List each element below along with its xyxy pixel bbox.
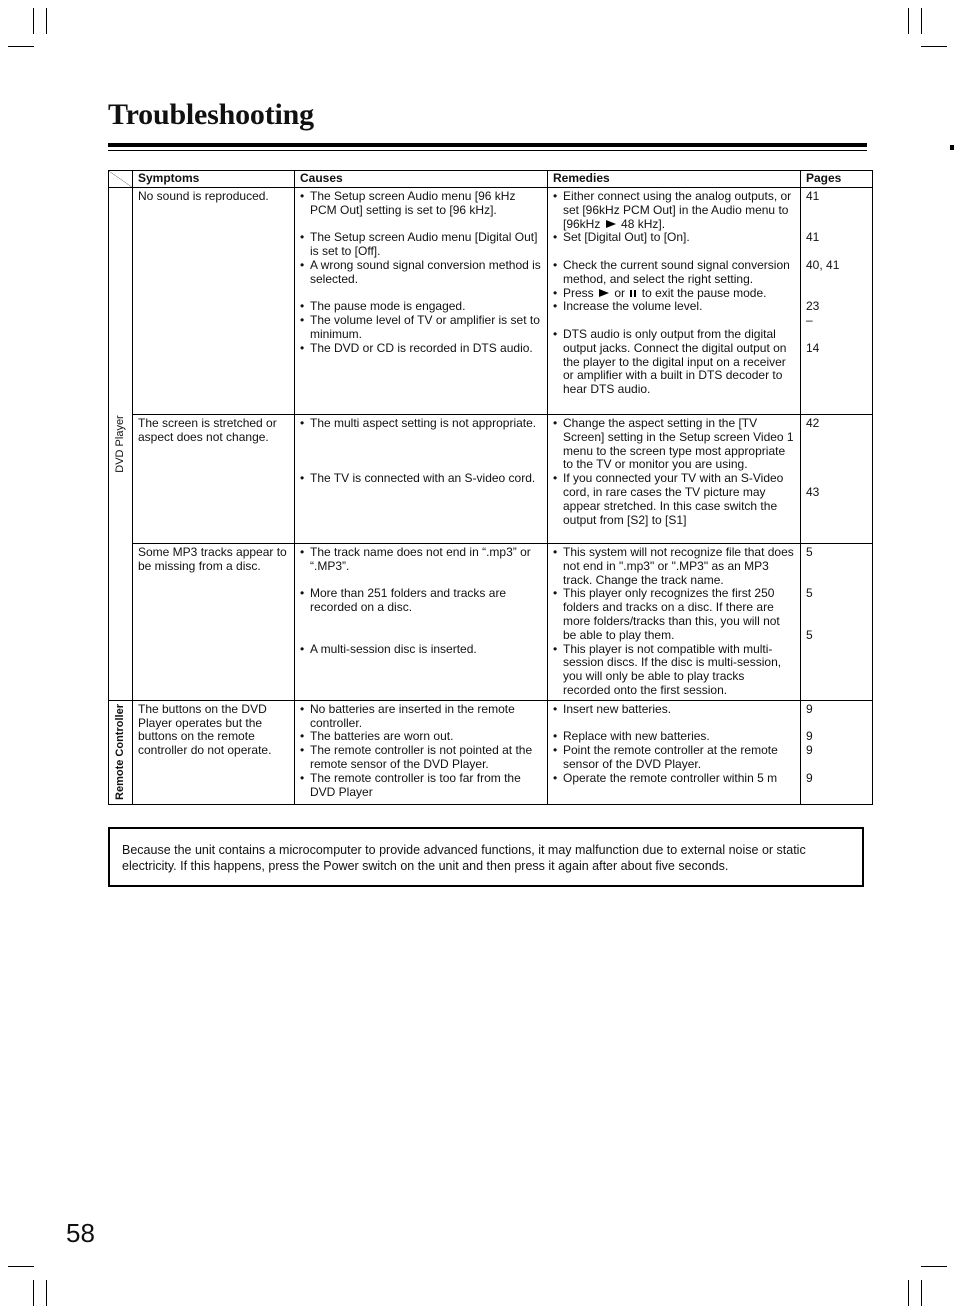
- group-remote-controller: [109, 700, 133, 804]
- remedies-cell: [548, 188, 801, 415]
- remedies-cell: [548, 700, 801, 804]
- page-ref: 23: [806, 299, 820, 314]
- table-row: [109, 188, 873, 415]
- cause-item: • The volume level of TV or amplifier is set to minimum.: [300, 314, 542, 342]
- remedy-item: • Replace with new batteries.: [553, 730, 795, 744]
- crop-mark: [908, 8, 909, 34]
- crop-mark: [921, 1266, 947, 1267]
- edge-mark: [950, 145, 954, 150]
- cause-item: • The TV is connected with an S-video cord.: [300, 472, 542, 486]
- cause-item: • A multi-session disc is inserted.: [300, 643, 542, 657]
- page-ref: 9: [806, 743, 813, 758]
- header-corner: [109, 171, 133, 188]
- cause-item: • The pause mode is engaged.: [300, 300, 542, 314]
- remedy-item: • This player only recognizes the first 250 folders and tracks on a disc. If there are more folders/tracks than this, you will not be able to play them.: [553, 587, 795, 642]
- remedy-item: • Point the remote controller at the remote sensor of the DVD Player.: [553, 744, 795, 772]
- causes-cell: [295, 544, 548, 701]
- pages-cell: [801, 415, 873, 544]
- header-remedies: Remedies: [548, 171, 801, 188]
- crop-mark: [46, 1280, 47, 1306]
- table-header-row: [109, 171, 873, 188]
- play-triangle-icon: [606, 220, 616, 228]
- page-ref: 9: [806, 701, 813, 716]
- troubleshooting-table: [108, 170, 873, 805]
- remedy-item: • This system will not recognize file that does not end in ".mp3" or ".MP3" as an MP3 track. Change the track name.: [553, 546, 795, 587]
- cause-item: • The batteries are worn out.: [300, 730, 542, 744]
- remedy-item: • Operate the remote controller within 5 m: [553, 772, 795, 786]
- pages-cell: [801, 544, 873, 701]
- page-ref: 9: [806, 770, 813, 785]
- crop-mark: [33, 8, 34, 34]
- page-ref: 5: [806, 545, 813, 559]
- pages-cell: [801, 188, 873, 415]
- cause-item: • The remote controller is too far from the DVD Player: [300, 772, 542, 800]
- page-ref: 5: [806, 586, 813, 601]
- remedy-item: • Set [Digital Out] to [On].: [553, 231, 795, 245]
- remedy-item: • This player is not compatible with multi-session discs. If the disc is multi-session, you will only be able to play tracks recorded onto the first session.: [553, 643, 795, 698]
- cause-item: • A wrong sound signal conversion method is selected.: [300, 259, 542, 287]
- symptom-cell: The buttons on the DVD Player operates but the buttons on the remote controller do not operate.: [133, 700, 295, 804]
- crop-mark: [908, 1280, 909, 1306]
- crop-mark: [921, 8, 922, 34]
- cause-item: • No batteries are inserted in the remote controller.: [300, 703, 542, 731]
- page-ref: 40, 41: [806, 257, 840, 272]
- page-ref: 42: [806, 416, 820, 430]
- causes-cell: [295, 700, 548, 804]
- remedy-item: • DTS audio is only output from the digital output jacks. Connect the digital output on the player to the digital input on a receiver or amplifier with a built in DTS decoder to hear DTS audio.: [553, 328, 795, 397]
- remedy-item: • Insert new batteries.: [553, 703, 795, 717]
- remedy-item: • If you connected your TV with an S-Video cord, in rare cases the TV picture may appear stretched. In this case switch the output from [S2] to [S1]: [553, 472, 795, 527]
- crop-mark: [921, 46, 947, 47]
- causes-cell: [295, 415, 548, 544]
- group-label-dvd-player: DVD Player: [113, 415, 126, 473]
- page-title: Troubleshooting: [108, 98, 314, 131]
- table-row: [109, 544, 873, 701]
- remedies-cell: [548, 544, 801, 701]
- page-ref: 14: [806, 340, 820, 355]
- note-box: Because the unit contains a microcomputer to provide advanced functions, it may malfunction due to external noise or static electricity. If this happens, press the Power switch on the unit and then press it again after about five seconds.: [108, 827, 864, 887]
- page-ref: 41: [806, 230, 820, 245]
- cause-item: • The multi aspect setting is not appropriate.: [300, 417, 542, 431]
- symptom-cell: No sound is reproduced.: [133, 188, 295, 415]
- cause-item: • The Setup screen Audio menu [96 kHz PCM Out] setting is set to [96 kHz].: [300, 190, 542, 218]
- table-row: [109, 415, 873, 544]
- remedies-cell: [548, 415, 801, 544]
- causes-cell: [295, 188, 548, 415]
- crop-mark: [8, 46, 34, 47]
- remedy-item: • Increase the volume level.: [553, 300, 795, 314]
- pause-icon: [630, 290, 636, 297]
- page-ref: 41: [806, 189, 820, 203]
- page-ref: –: [806, 313, 813, 328]
- remedy-item: • Change the aspect setting in the [TV Screen] setting in the Setup screen Video 1 menu to the screen type most appropriate to the TV or monitor you are using.: [553, 417, 795, 472]
- remedy-item: • Press or to exit the pause mode.: [553, 287, 795, 301]
- cause-item: • The remote controller is not pointed at the remote sensor of the DVD Player.: [300, 744, 542, 772]
- crop-mark: [46, 8, 47, 34]
- remedy-item: • Either connect using the analog outputs, or set [96kHz PCM Out] in the Audio menu to [96kHz 48 kHz].: [553, 190, 795, 231]
- symptom-cell: Some MP3 tracks appear to be missing from a disc.: [133, 544, 295, 701]
- page-ref: 9: [806, 729, 813, 744]
- table-row: [109, 700, 873, 804]
- cause-item: • The track name does not end in “.mp3” or “.MP3”.: [300, 546, 542, 574]
- title-rule-thin: [108, 150, 867, 151]
- remedy-item: • Check the current sound signal conversion method, and select the right setting.: [553, 259, 795, 287]
- page-ref: 43: [806, 484, 820, 499]
- crop-mark: [921, 1280, 922, 1306]
- group-dvd-player: [109, 188, 133, 701]
- cause-item: • The DVD or CD is recorded in DTS audio.: [300, 342, 542, 356]
- play-triangle-icon: [599, 289, 609, 297]
- crop-mark: [33, 1280, 34, 1306]
- group-label-remote-controller: Remote Controller: [113, 704, 126, 801]
- header-causes: Causes: [295, 171, 548, 188]
- page-ref: 5: [806, 627, 813, 642]
- header-symptoms: Symptoms: [133, 171, 295, 188]
- header-pages: Pages: [801, 171, 873, 188]
- cause-item: • The Setup screen Audio menu [Digital Out] is set to [Off].: [300, 231, 542, 259]
- pages-cell: [801, 700, 873, 804]
- crop-mark: [8, 1266, 34, 1267]
- symptom-cell: The screen is stretched or aspect does not change.: [133, 415, 295, 544]
- page-number: 58: [66, 1218, 95, 1248]
- title-rule-thick: [108, 143, 867, 147]
- cause-item: • More than 251 folders and tracks are recorded on a disc.: [300, 587, 542, 615]
